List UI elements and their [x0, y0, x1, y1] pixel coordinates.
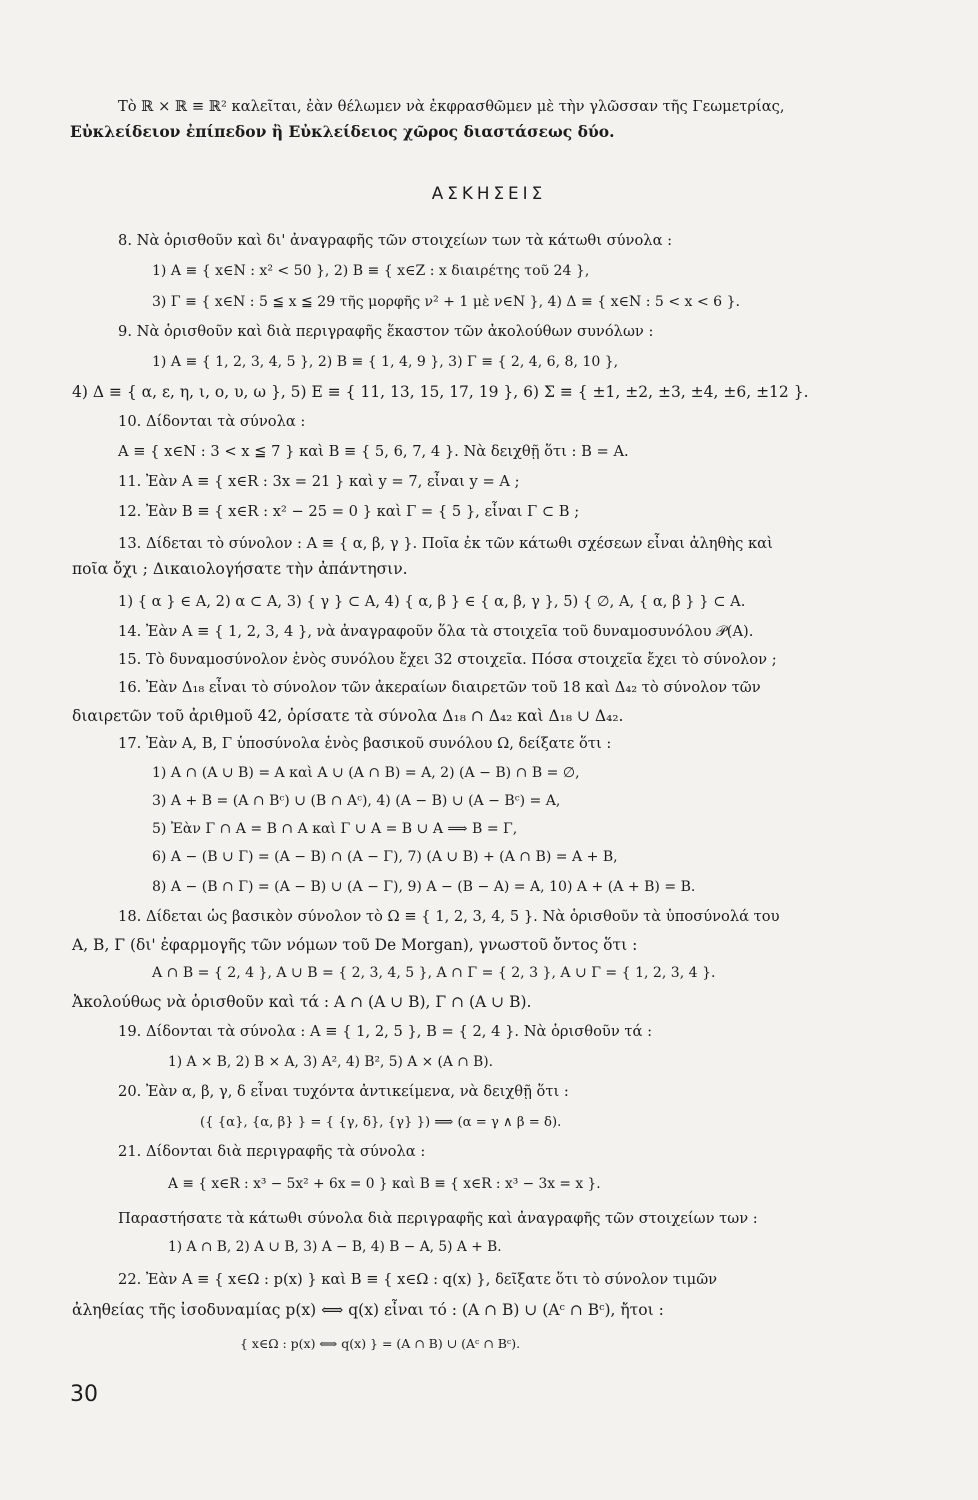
- exercise-line: 10. Δίδονται τὰ σύνολα :: [118, 413, 306, 430]
- exercise-line: 1) A ≡ { 1, 2, 3, 4, 5 }, 2) B ≡ { 1, 4, 9 }, 3) Γ ≡ { 2, 4, 6, 8, 10 },: [152, 354, 619, 370]
- exercise-line: A, B, Γ (δι' ἐφαρμογῆς τῶν νόμων τοῦ De Morgan), γνωστοῦ ὄντος ὅτι :: [72, 936, 638, 954]
- exercise-line: 22. Ἐὰν A ≡ { x∈Ω : p(x) } καὶ B ≡ { x∈Ω : q(x) }, δεῖξατε ὅτι τὸ σύνολον τιμῶν: [118, 1271, 718, 1288]
- exercise-line: 1) { α } ∈ A, 2) α ⊂ A, 3) { γ } ⊂ A, 4) { α, β } ∈ { α, β, γ }, 5) { ∅, A, { α, β } } ⊂ A.: [118, 593, 746, 610]
- exercise-line: 1) A ∩ B, 2) A ∪ B, 3) A − B, 4) B − A, 5) A + B.: [168, 1239, 502, 1255]
- exercise-line: 5) Ἐὰν Γ ∩ A = B ∩ A καὶ Γ ∪ A = B ∪ A ⟹ B = Γ,: [152, 821, 518, 837]
- exercise-line: A ∩ B = { 2, 4 }, A ∪ B = { 2, 3, 4, 5 }, A ∩ Γ = { 2, 3 }, A ∪ Γ = { 1, 2, 3, 4 }.: [152, 965, 716, 981]
- exercise-line: 20. Ἐὰν α, β, γ, δ εἶναι τυχόντα ἀντικείμενα, νὰ δειχθῇ ὅτι :: [118, 1083, 569, 1100]
- intro-line-2: Εὐκλείδειον ἐπίπεδον ἢ Εὐκλείδειος χῶρος διαστάσεως δύο.: [70, 122, 615, 141]
- exercise-line: 8. Νὰ ὁρισθοῦν καὶ δι' ἀναγραφῆς τῶν στοιχείων των τὰ κάτωθι σύνολα :: [118, 232, 673, 249]
- exercise-line: 16. Ἐὰν Δ₁₈ εἶναι τὸ σύνολον τῶν ἀκεραίων διαιρετῶν τοῦ 18 καὶ Δ₄₂ τὸ σύνολον τῶν: [118, 679, 761, 696]
- exercise-line: Ἀκολούθως νὰ ὁρισθοῦν καὶ τά : A ∩ (A ∪ B), Γ ∩ (A ∪ B).: [72, 993, 532, 1011]
- exercise-line: { x∈Ω : p(x) ⟺ q(x) } = (A ∩ B) ∪ (Aᶜ ∩ Bᶜ).: [240, 1336, 521, 1351]
- exercise-line: 3) Γ ≡ { x∈N : 5 ≦ x ≦ 29 τῆς μορφῆς ν² + 1 μὲ ν∈N }, 4) Δ ≡ { x∈N : 5 < x < 6 }.: [152, 294, 740, 310]
- exercise-line: A ≡ { x∈R : x³ − 5x² + 6x = 0 } καὶ B ≡ { x∈R : x³ − 3x = x }.: [168, 1176, 601, 1192]
- exercise-line: 13. Δίδεται τὸ σύνολον : A ≡ { α, β, γ }. Ποῖα ἐκ τῶν κάτωθι σχέσεων εἶναι ἀληθὴς καὶ: [118, 535, 773, 552]
- exercise-line: 11. Ἐὰν A ≡ { x∈R : 3x = 21 } καὶ y = 7, εἶναι y = A ;: [118, 473, 520, 490]
- exercise-line: 15. Τὸ δυναμοσύνολον ἑνὸς συνόλου ἔχει 32 στοιχεῖα. Πόσα στοιχεῖα ἔχει τὸ σύνολον ;: [118, 651, 777, 668]
- exercise-line: 18. Δίδεται ὡς βασικὸν σύνολον τὸ Ω ≡ { 1, 2, 3, 4, 5 }. Νὰ ὁρισθοῦν τὰ ὑποσύνολά του: [118, 908, 780, 925]
- exercise-line: 1) A × B, 2) B × A, 3) A², 4) B², 5) A × (A ∩ B).: [168, 1054, 493, 1070]
- exercise-line: ({ {α}, {α, β} } = { {γ, δ}, {γ} }) ⟹ (α = γ ∧ β = δ).: [200, 1115, 562, 1130]
- exercise-line: Παραστήσατε τὰ κάτωθι σύνολα διὰ περιγραφῆς καὶ ἀναγραφῆς τῶν στοιχείων των :: [118, 1210, 758, 1227]
- exercise-line: ἀληθείας τῆς ἰσοδυναμίας p(x) ⟺ q(x) εἶναι τό : (A ∩ B) ∪ (Aᶜ ∩ Bᶜ), ἤτοι :: [72, 1301, 664, 1319]
- exercise-line: 8) A − (B ∩ Γ) = (A − B) ∪ (A − Γ), 9) A − (B − A) = A, 10) A + (A + B) = B.: [152, 879, 696, 895]
- exercise-line: 9. Νὰ ὁρισθοῦν καὶ διὰ περιγραφῆς ἕκαστον τῶν ἀκολούθων συνόλων :: [118, 323, 654, 340]
- exercise-line: 1) A ∩ (A ∪ B) = A καὶ A ∪ (A ∩ B) = A, 2) (A − B) ∩ B = ∅,: [152, 765, 580, 781]
- exercise-line: 3) A + B = (A ∩ Bᶜ) ∪ (B ∩ Aᶜ), 4) (A − B) ∪ (A − Bᶜ) = A,: [152, 793, 561, 809]
- exercise-line: 19. Δίδονται τὰ σύνολα : A ≡ { 1, 2, 5 }, B = { 2, 4 }. Νὰ ὁρισθοῦν τά :: [118, 1023, 653, 1040]
- exercise-line: 17. Ἐὰν A, B, Γ ὑποσύνολα ἑνὸς βασικοῦ συνόλου Ω, δείξατε ὅτι :: [118, 735, 612, 752]
- exercise-line: 1) A ≡ { x∈N : x² < 50 }, 2) B ≡ { x∈Z : x διαιρέτης τοῦ 24 },: [152, 263, 590, 279]
- exercise-line: διαιρετῶν τοῦ ἀριθμοῦ 42, ὁρίσατε τὰ σύνολα Δ₁₈ ∩ Δ₄₂ καὶ Δ₁₈ ∪ Δ₄₂.: [72, 707, 624, 725]
- exercise-line: A ≡ { x∈N : 3 < x ≦ 7 } καὶ B ≡ { 5, 6, 7, 4 }. Νὰ δειχθῇ ὅτι : B = A.: [118, 443, 629, 460]
- page-number: 30: [70, 1382, 98, 1407]
- exercise-line: ποῖα ὄχι ; Δικαιολογήσατε τὴν ἀπάντησιν.: [72, 560, 408, 578]
- exercise-line: 4) Δ ≡ { α, ε, η, ι, ο, υ, ω }, 5) E ≡ { 11, 13, 15, 17, 19 }, 6) Σ ≡ { ±1, ±2, ±3, ±4, ±6, ±12 }.: [72, 383, 809, 401]
- exercise-line: 21. Δίδονται διὰ περιγραφῆς τὰ σύνολα :: [118, 1143, 426, 1160]
- exercise-line: 12. Ἐὰν B ≡ { x∈R : x² − 25 = 0 } καὶ Γ = { 5 }, εἶναι Γ ⊂ B ;: [118, 503, 580, 520]
- exercise-line: 14. Ἐὰν A ≡ { 1, 2, 3, 4 }, νὰ ἀναγραφοῦν ὅλα τὰ στοιχεῖα τοῦ δυναμοσυνόλου 𝒫(A).: [118, 623, 754, 640]
- intro-line-1: Τὸ ℝ × ℝ ≡ ℝ² καλεῖται, ἐὰν θέλωμεν νὰ ἐκφρασθῶμεν μὲ τὴν γλῶσσαν τῆς Γεωμετρίας,: [118, 98, 785, 115]
- exercise-line: 6) A − (B ∪ Γ) = (A − B) ∩ (A − Γ), 7) (A ∪ B) + (A ∩ B) = A + B,: [152, 849, 618, 865]
- section-title: ΑΣΚΗΣΕΙΣ: [431, 183, 547, 203]
